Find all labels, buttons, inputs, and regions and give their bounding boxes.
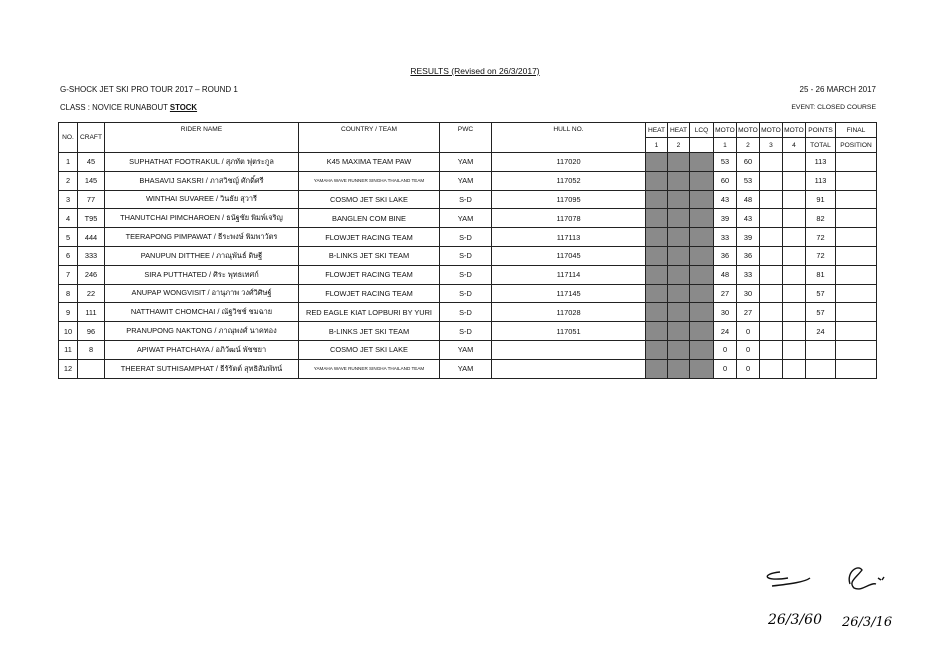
table-row — [59, 340, 877, 359]
row-position — [836, 171, 877, 190]
col-lcq: LCQ — [690, 123, 714, 138]
row-heat-2 — [668, 246, 690, 265]
row-moto-4 — [783, 228, 806, 247]
row-heat-1 — [646, 322, 668, 341]
row-no: 3 — [59, 190, 78, 209]
row-moto-1: 60 — [714, 171, 737, 190]
row-heat-1 — [646, 171, 668, 190]
row-total: 57 — [806, 303, 836, 322]
row-total: 113 — [806, 171, 836, 190]
row-moto-1: 0 — [714, 359, 737, 378]
signature-date-2: 26/3/16 — [842, 615, 893, 630]
row-team: COSMO JET SKI LAKE — [299, 340, 440, 359]
row-hull — [492, 359, 646, 378]
row-heat-1 — [646, 303, 668, 322]
row-craft: 111 — [78, 303, 105, 322]
row-pwc: S-D — [440, 190, 492, 209]
row-position — [836, 340, 877, 359]
row-rider: ANUPAP WONGVISIT / อานุภาพ วงศ์วิศิษฐ์ — [105, 284, 299, 303]
row-pwc: YAM — [440, 340, 492, 359]
row-heat-2 — [668, 153, 690, 172]
col-heat-1-num: 1 — [646, 138, 668, 153]
row-moto-2: 43 — [737, 209, 760, 228]
row-rider: BHASAVIJ SAKSRI / ภาสวิชญ์ ศักดิ์ศรี — [105, 171, 299, 190]
signature-date-1: 26/3/60 — [768, 612, 822, 628]
row-moto-4 — [783, 265, 806, 284]
row-pwc: YAM — [440, 359, 492, 378]
row-lcq — [690, 265, 714, 284]
row-moto-3 — [760, 284, 783, 303]
row-moto-3 — [760, 265, 783, 284]
row-pwc: S-D — [440, 265, 492, 284]
col-no: NO. — [59, 123, 78, 153]
row-no: 6 — [59, 246, 78, 265]
row-heat-2 — [668, 171, 690, 190]
col-moto-3-num: 3 — [760, 138, 783, 153]
class-prefix: CLASS : NOVICE RUNABOUT — [60, 103, 170, 112]
row-total: 24 — [806, 322, 836, 341]
row-rider: PRANUPONG NAKTONG / ภาณุพงศ์ นาคทอง — [105, 322, 299, 341]
row-team: B-LINKS JET SKI TEAM — [299, 322, 440, 341]
table-row — [59, 246, 877, 265]
row-heat-2 — [668, 265, 690, 284]
row-moto-2: 48 — [737, 190, 760, 209]
row-lcq — [690, 153, 714, 172]
row-moto-2: 33 — [737, 265, 760, 284]
row-moto-3 — [760, 153, 783, 172]
row-heat-2 — [668, 303, 690, 322]
row-moto-1: 39 — [714, 209, 737, 228]
table-row — [59, 303, 877, 322]
row-hull — [492, 340, 646, 359]
col-pwc: PWC — [440, 123, 492, 153]
col-points: POINTS — [806, 123, 836, 138]
row-position — [836, 246, 877, 265]
table-row — [59, 265, 877, 284]
col-moto-2-num: 2 — [737, 138, 760, 153]
row-heat-1 — [646, 209, 668, 228]
row-moto-3 — [760, 303, 783, 322]
row-moto-4 — [783, 171, 806, 190]
row-craft — [78, 359, 105, 378]
row-moto-2: 30 — [737, 284, 760, 303]
table-row — [59, 190, 877, 209]
row-team: YAMAHA WAVE RUNNER SINGHA THAILAND TEAM — [299, 171, 440, 190]
col-hull: HULL NO. — [492, 123, 646, 153]
col-heat-2: HEAT — [668, 123, 690, 138]
row-moto-2: 39 — [737, 228, 760, 247]
table-row — [59, 322, 877, 341]
row-position — [836, 190, 877, 209]
row-moto-4 — [783, 246, 806, 265]
row-heat-2 — [668, 359, 690, 378]
row-team: FLOWJET RACING TEAM — [299, 265, 440, 284]
row-hull: 117113 — [492, 228, 646, 247]
row-total: 72 — [806, 228, 836, 247]
row-rider: APIWAT PHATCHAYA / อภิวัฒน์ พัชชยา — [105, 340, 299, 359]
row-position — [836, 284, 877, 303]
row-moto-1: 0 — [714, 340, 737, 359]
row-rider: NATTHAWIT CHOMCHAI / ณัฐวิชช์ ชมฉาย — [105, 303, 299, 322]
table-row — [59, 228, 877, 247]
row-lcq — [690, 340, 714, 359]
row-moto-4 — [783, 190, 806, 209]
row-craft: 96 — [78, 322, 105, 341]
signatures — [750, 560, 900, 632]
row-total: 57 — [806, 284, 836, 303]
row-pwc: S-D — [440, 284, 492, 303]
row-moto-1: 27 — [714, 284, 737, 303]
row-moto-2: 60 — [737, 153, 760, 172]
col-rider: RIDER NAME — [105, 123, 299, 153]
row-position — [836, 303, 877, 322]
row-position — [836, 359, 877, 378]
row-team: FLOWJET RACING TEAM — [299, 228, 440, 247]
row-moto-3 — [760, 190, 783, 209]
col-heat-1: HEAT — [646, 123, 668, 138]
row-pwc: S-D — [440, 228, 492, 247]
row-moto-1: 43 — [714, 190, 737, 209]
row-heat-2 — [668, 190, 690, 209]
row-moto-4 — [783, 322, 806, 341]
row-heat-2 — [668, 228, 690, 247]
row-lcq — [690, 190, 714, 209]
row-moto-2: 0 — [737, 322, 760, 341]
row-heat-1 — [646, 340, 668, 359]
row-rider: SIRA PUTTHATED / ศิระ พุทธเทศก์ — [105, 265, 299, 284]
row-position — [836, 209, 877, 228]
row-moto-3 — [760, 340, 783, 359]
col-moto-2: MOTO — [737, 123, 760, 138]
row-no: 2 — [59, 171, 78, 190]
row-no: 9 — [59, 303, 78, 322]
row-lcq — [690, 303, 714, 322]
row-moto-1: 36 — [714, 246, 737, 265]
row-team: K45 MAXIMA TEAM PAW — [299, 153, 440, 172]
table-row — [59, 359, 877, 378]
row-heat-2 — [668, 322, 690, 341]
row-position — [836, 228, 877, 247]
col-moto-1-num: 1 — [714, 138, 737, 153]
class-stock: STOCK — [169, 103, 198, 112]
row-moto-4 — [783, 340, 806, 359]
col-position: POSITION — [836, 138, 877, 153]
row-heat-1 — [646, 359, 668, 378]
row-craft: 246 — [78, 265, 105, 284]
row-moto-1: 33 — [714, 228, 737, 247]
row-moto-4 — [783, 209, 806, 228]
col-final: FINAL — [836, 123, 877, 138]
row-no: 8 — [59, 284, 78, 303]
row-lcq — [690, 284, 714, 303]
row-total: 82 — [806, 209, 836, 228]
row-total — [806, 359, 836, 378]
row-moto-2: 0 — [737, 340, 760, 359]
row-no: 7 — [59, 265, 78, 284]
row-moto-1: 48 — [714, 265, 737, 284]
row-craft: 8 — [78, 340, 105, 359]
row-team: BANGLEN COM BINE — [299, 209, 440, 228]
row-team: COSMO JET SKI LAKE — [299, 190, 440, 209]
row-moto-2: 53 — [737, 171, 760, 190]
row-lcq — [690, 228, 714, 247]
row-rider: PANUPUN DITTHEE / ภาณุพันธ์ ดิษฐี — [105, 246, 299, 265]
table-row — [59, 153, 877, 172]
row-moto-3 — [760, 359, 783, 378]
event-date: 25 - 26 MARCH 2017 — [799, 85, 876, 94]
row-team: B-LINKS JET SKI TEAM — [299, 246, 440, 265]
row-moto-1: 24 — [714, 322, 737, 341]
row-moto-2: 36 — [737, 246, 760, 265]
row-no: 11 — [59, 340, 78, 359]
col-total: TOTAL — [806, 138, 836, 153]
row-total: 113 — [806, 153, 836, 172]
row-hull: 117114 — [492, 265, 646, 284]
row-position — [836, 153, 877, 172]
row-hull: 117078 — [492, 209, 646, 228]
row-moto-4 — [783, 284, 806, 303]
row-lcq — [690, 171, 714, 190]
col-moto-3: MOTO — [760, 123, 783, 138]
row-rider: THEERAT SUTHISAMPHAT / ธีรัรัตต์ สุทธิสัมพัทน์ — [105, 359, 299, 378]
row-pwc: S-D — [440, 246, 492, 265]
row-no: 4 — [59, 209, 78, 228]
row-rider: TEERAPONG PIMPAWAT / ธีระพงษ์ พิมพาวัตร — [105, 228, 299, 247]
row-craft: 22 — [78, 284, 105, 303]
row-heat-2 — [668, 340, 690, 359]
signature-1-mark — [767, 572, 810, 586]
row-moto-1: 53 — [714, 153, 737, 172]
row-team: YAMAHA WAVE RUNNER SINGHA THAILAND TEAM — [299, 359, 440, 378]
row-hull: 117028 — [492, 303, 646, 322]
col-heat-2-num: 2 — [668, 138, 690, 153]
row-no: 5 — [59, 228, 78, 247]
row-moto-2: 0 — [737, 359, 760, 378]
row-pwc: YAM — [440, 209, 492, 228]
row-hull: 117020 — [492, 153, 646, 172]
row-craft: 77 — [78, 190, 105, 209]
row-team: FLOWJET RACING TEAM — [299, 284, 440, 303]
table-row — [59, 171, 877, 190]
header-row-1 — [59, 123, 877, 138]
row-moto-4 — [783, 153, 806, 172]
row-total: 81 — [806, 265, 836, 284]
event-name: G-SHOCK JET SKI PRO TOUR 2017 – ROUND 1 — [60, 85, 238, 94]
row-hull: 117095 — [492, 190, 646, 209]
row-total: 72 — [806, 246, 836, 265]
row-heat-2 — [668, 284, 690, 303]
results-table — [58, 122, 877, 379]
row-rider: SUPHATHAT FOOTRAKUL / สุภทัต ฟุตระกูล — [105, 153, 299, 172]
row-heat-1 — [646, 190, 668, 209]
row-position — [836, 322, 877, 341]
row-heat-1 — [646, 153, 668, 172]
col-moto-4: MOTO — [783, 123, 806, 138]
row-position — [836, 265, 877, 284]
row-moto-4 — [783, 303, 806, 322]
row-craft: 45 — [78, 153, 105, 172]
row-hull: 117045 — [492, 246, 646, 265]
row-lcq — [690, 209, 714, 228]
row-moto-3 — [760, 322, 783, 341]
row-moto-3 — [760, 171, 783, 190]
row-pwc: YAM — [440, 153, 492, 172]
row-rider: WINTHAI SUVAREE / วินธัย สุวารี — [105, 190, 299, 209]
row-moto-3 — [760, 246, 783, 265]
row-craft: 333 — [78, 246, 105, 265]
col-craft: CRAFT — [78, 123, 105, 153]
row-heat-1 — [646, 246, 668, 265]
row-heat-1 — [646, 265, 668, 284]
row-craft: T95 — [78, 209, 105, 228]
row-lcq — [690, 359, 714, 378]
row-heat-1 — [646, 284, 668, 303]
table-row — [59, 209, 877, 228]
row-no: 12 — [59, 359, 78, 378]
col-lcq-sub — [690, 138, 714, 153]
row-hull: 117051 — [492, 322, 646, 341]
row-lcq — [690, 246, 714, 265]
event-type: EVENT: CLOSED COURSE — [791, 104, 876, 111]
row-heat-2 — [668, 209, 690, 228]
row-moto-2: 27 — [737, 303, 760, 322]
signature-2-mark — [849, 568, 884, 589]
row-hull: 117052 — [492, 171, 646, 190]
row-pwc: S-D — [440, 303, 492, 322]
row-moto-3 — [760, 228, 783, 247]
row-team: RED EAGLE KIAT LOPBURI BY YURI — [299, 303, 440, 322]
row-total: 91 — [806, 190, 836, 209]
row-heat-1 — [646, 228, 668, 247]
row-total — [806, 340, 836, 359]
col-moto-1: MOTO — [714, 123, 737, 138]
row-pwc: S-D — [440, 322, 492, 341]
row-hull: 117145 — [492, 284, 646, 303]
table-row — [59, 284, 877, 303]
row-pwc: YAM — [440, 171, 492, 190]
row-moto-3 — [760, 209, 783, 228]
col-moto-4-num: 4 — [783, 138, 806, 153]
row-moto-4 — [783, 359, 806, 378]
results-title: RESULTS (Revised on 26/3/2017) — [410, 66, 540, 76]
row-moto-1: 30 — [714, 303, 737, 322]
col-team: COUNTRY / TEAM — [299, 123, 440, 153]
row-craft: 145 — [78, 171, 105, 190]
class-label — [60, 103, 197, 112]
row-no: 10 — [59, 322, 78, 341]
row-rider: THANUTCHAI PIMCHAROEN / ธนัฐชัย พิมพ์เจริญ — [105, 209, 299, 228]
row-craft: 444 — [78, 228, 105, 247]
row-lcq — [690, 322, 714, 341]
row-no: 1 — [59, 153, 78, 172]
